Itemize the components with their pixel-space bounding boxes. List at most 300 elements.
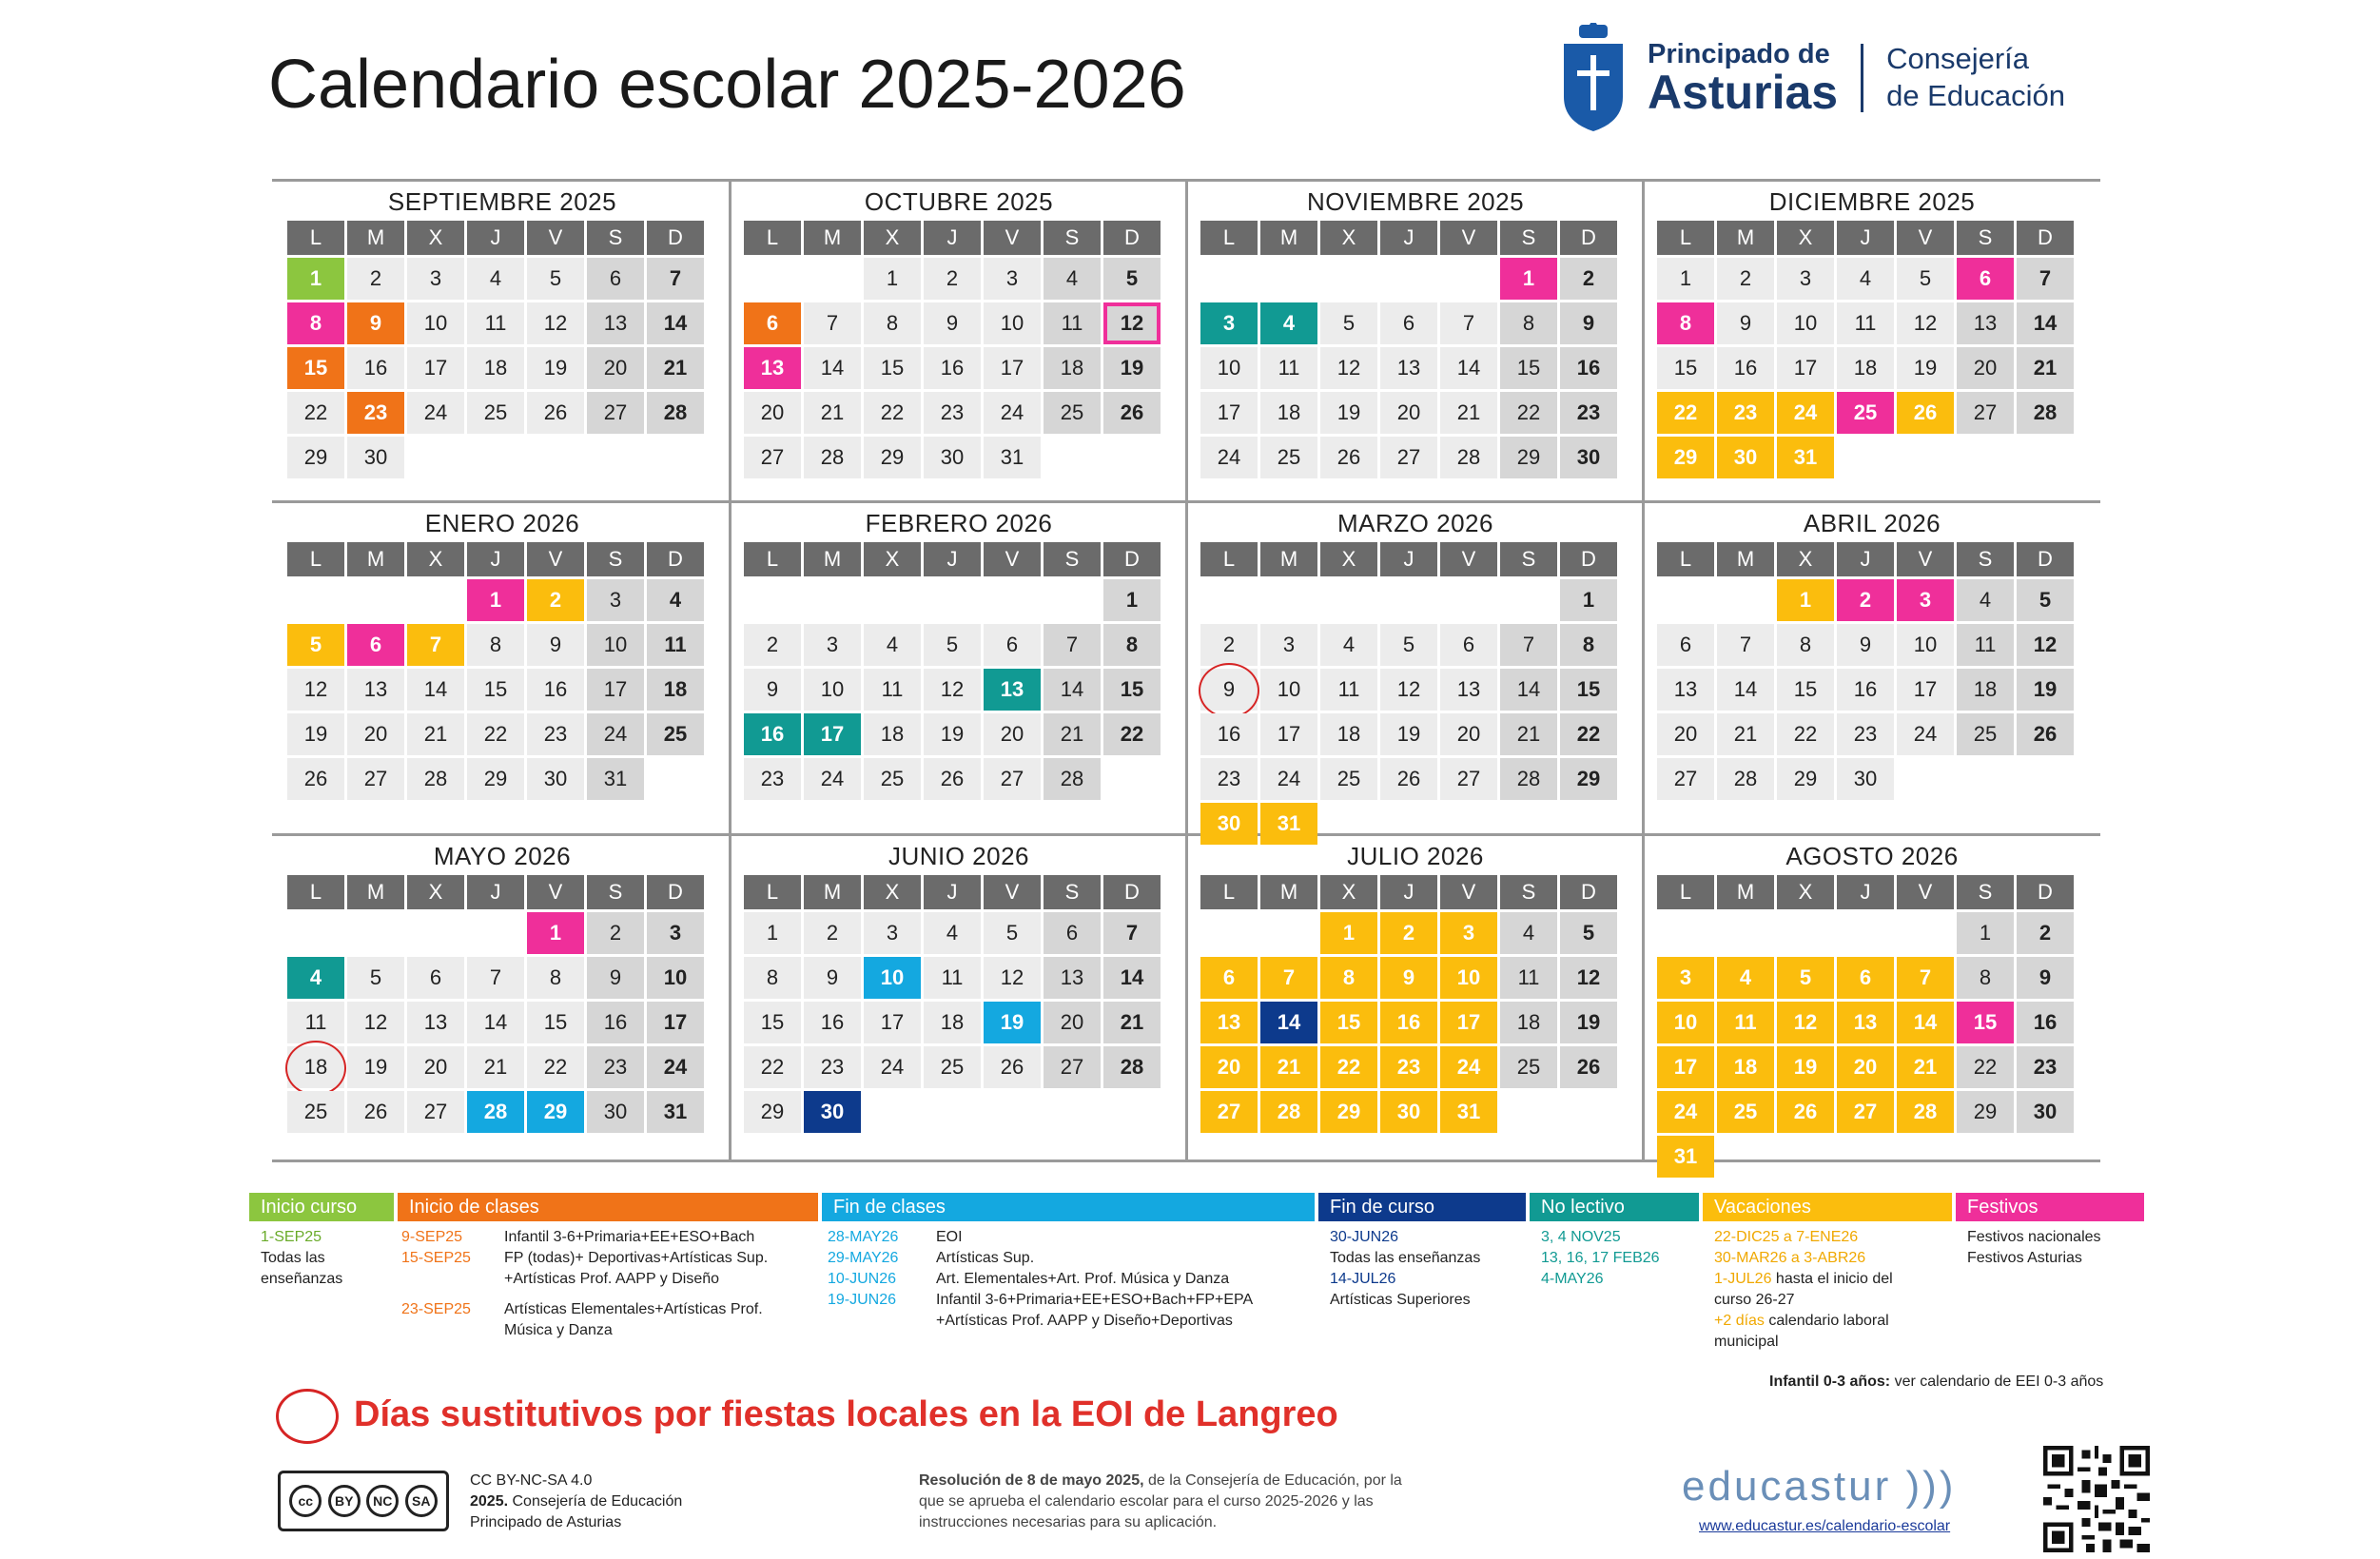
day-cell: 2	[347, 258, 404, 300]
day-cell: 5	[2017, 579, 2074, 621]
weekday-header: V	[984, 221, 1041, 255]
day-cell: 28	[647, 392, 704, 434]
day-cell: 10	[587, 624, 644, 666]
empty-cell	[744, 258, 801, 300]
legend-date: 15-SEP25	[401, 1250, 471, 1266]
day-cell: 8	[467, 624, 524, 666]
month-11	[1187, 837, 1644, 1133]
empty-cell	[1777, 912, 1834, 954]
weekday-header: M	[347, 221, 404, 255]
day-cell: 31	[1657, 1136, 1714, 1178]
qr-code-icon	[2043, 1446, 2150, 1552]
weekday-header: M	[1260, 875, 1317, 909]
empty-cell	[1200, 912, 1258, 954]
legend-date: 19-JUN26	[828, 1292, 897, 1308]
weekday-header: V	[1897, 221, 1954, 255]
empty-cell	[1260, 258, 1317, 300]
day-cell: 9	[744, 669, 801, 711]
day-cell: 27	[744, 437, 801, 478]
day-cell: 12	[1777, 1002, 1834, 1043]
day-cell: 22	[1657, 392, 1714, 434]
empty-cell	[1200, 258, 1258, 300]
educastur-link[interactable]: www.educastur.es/calendario-escolar	[1699, 1518, 1951, 1534]
weekday-header: D	[2017, 875, 2074, 909]
weekday-header: V	[984, 875, 1041, 909]
day-cell: 28	[1897, 1091, 1954, 1133]
day-cell: 9	[587, 957, 644, 999]
day-cell: 29	[1500, 437, 1557, 478]
weekday-header: X	[1777, 875, 1834, 909]
empty-cell	[864, 579, 921, 621]
day-cell: 7	[1260, 957, 1317, 999]
empty-cell	[1320, 258, 1377, 300]
weekday-header: S	[1044, 542, 1101, 576]
day-cell: 23	[744, 758, 801, 800]
day-cell: 14	[2017, 302, 2074, 344]
day-cell: 30	[1380, 1091, 1437, 1133]
day-cell: 27	[587, 392, 644, 434]
day-cell: 31	[1260, 803, 1317, 845]
weekday-header: V	[1440, 875, 1497, 909]
legend-date: 9-SEP25	[401, 1229, 463, 1245]
legend-description: FP (todas)+ Deportivas+Artísticas Sup.	[504, 1250, 769, 1266]
day-cell: 24	[984, 392, 1041, 434]
weekday-header: L	[1200, 875, 1258, 909]
day-cell: 9	[1560, 302, 1617, 344]
empty-cell	[1260, 912, 1317, 954]
day-cell: 1	[467, 579, 524, 621]
calendar-grid	[272, 179, 2100, 1168]
day-cell: 25	[287, 1091, 344, 1133]
day-cell: 1	[287, 258, 344, 300]
month-days-grid	[287, 221, 731, 478]
day-cell: 10	[804, 669, 861, 711]
day-cell: 25	[1260, 437, 1317, 478]
day-cell: 25	[1717, 1091, 1774, 1133]
month-name: ABRIL 2026	[1803, 509, 1941, 537]
day-cell: 13	[1440, 669, 1497, 711]
day-cell: 28	[1044, 758, 1101, 800]
day-cell: 6	[1657, 624, 1714, 666]
weekday-header: V	[1897, 875, 1954, 909]
day-cell: 31	[1777, 437, 1834, 478]
month-name: FEBRERO 2026	[865, 509, 1053, 537]
day-cell: 10	[407, 302, 464, 344]
weekday-header: J	[924, 221, 981, 255]
empty-cell	[467, 437, 524, 478]
day-cell: 21	[1044, 713, 1101, 755]
day-cell: 28	[1500, 758, 1557, 800]
empty-cell	[1897, 1136, 1954, 1178]
day-cell: 8	[1103, 624, 1161, 666]
day-cell: 6	[1957, 258, 2014, 300]
day-cell: 15	[1560, 669, 1617, 711]
day-cell: 12	[984, 957, 1041, 999]
day-cell: 2	[527, 579, 584, 621]
empty-cell	[1957, 1136, 2014, 1178]
day-cell: 7	[804, 302, 861, 344]
legend-description: Música y Danza	[504, 1322, 613, 1338]
day-cell: 11	[1500, 957, 1557, 999]
weekday-header: D	[1560, 875, 1617, 909]
day-cell: 25	[1957, 713, 2014, 755]
day-cell: 20	[984, 713, 1041, 755]
day-cell: 19	[1103, 347, 1161, 389]
weekday-header: X	[864, 875, 921, 909]
weekday-header: X	[407, 542, 464, 576]
day-cell: 1	[1103, 579, 1161, 621]
day-cell: 2	[2017, 912, 2074, 954]
day-cell: 13	[347, 669, 404, 711]
legend-inicio-curso: Inicio curso	[249, 1193, 394, 1221]
weekday-header: S	[587, 221, 644, 255]
empty-cell	[1380, 579, 1437, 621]
weekday-header: L	[287, 875, 344, 909]
day-cell: 17	[864, 1002, 921, 1043]
day-cell: 21	[1260, 1046, 1317, 1088]
day-cell: 6	[407, 957, 464, 999]
day-cell: 4	[1500, 912, 1557, 954]
day-cell: 17	[984, 347, 1041, 389]
day-cell: 4	[1717, 957, 1774, 999]
day-cell: 10	[647, 957, 704, 999]
legend-no-lectivo-text: 3, 4 NOV25 13, 16, 17 FEB26 4-MAY26	[1541, 1229, 1660, 1287]
day-cell: 12	[1897, 302, 1954, 344]
dept-line2: de Educación	[1886, 79, 2065, 112]
day-cell: 1	[1560, 579, 1617, 621]
day-cell: 1	[1657, 258, 1714, 300]
day-cell: 26	[1777, 1091, 1834, 1133]
day-cell: 16	[1380, 1002, 1437, 1043]
day-cell: 13	[1657, 669, 1714, 711]
month-name: AGOSTO 2026	[1785, 842, 1959, 870]
day-cell: 25	[647, 713, 704, 755]
day-cell: 22	[527, 1046, 584, 1088]
month-2	[731, 183, 1187, 478]
empty-cell	[347, 579, 404, 621]
day-cell: 18	[467, 347, 524, 389]
day-cell: 29	[1777, 758, 1834, 800]
day-cell: 10	[1200, 347, 1258, 389]
educastur-logo: educastur )))	[1682, 1463, 1957, 1510]
day-cell: 15	[864, 347, 921, 389]
day-cell: 31	[984, 437, 1041, 478]
month-1	[274, 183, 731, 478]
weekday-header: M	[1717, 875, 1774, 909]
day-cell: 5	[347, 957, 404, 999]
day-cell: 9	[527, 624, 584, 666]
license-text: CC BY-NC-SA 4.0 2025. Consejería de Educación Principado de Asturias	[470, 1472, 683, 1530]
day-cell: 6	[347, 624, 404, 666]
day-cell: 28	[1103, 1046, 1161, 1088]
day-cell: 23	[804, 1046, 861, 1088]
day-cell: 28	[1440, 437, 1497, 478]
weekday-header: J	[1380, 542, 1437, 576]
day-cell: 5	[1103, 258, 1161, 300]
day-cell: 20	[347, 713, 404, 755]
weekday-header: J	[467, 542, 524, 576]
day-cell: 20	[1380, 392, 1437, 434]
day-cell: 10	[1260, 669, 1317, 711]
day-cell: 30	[804, 1091, 861, 1133]
month-days-grid	[1657, 875, 2100, 1178]
day-cell: 17	[407, 347, 464, 389]
weekday-header: S	[587, 875, 644, 909]
day-cell: 4	[1957, 579, 2014, 621]
day-cell: 22	[1777, 713, 1834, 755]
resolution-text: Resolución de 8 de mayo 2025, de la Consejería de Educación, por la que se aprueba el calendario escolar para el curso 2025-2026 y las instrucciones necesarias para su aplicación.	[919, 1472, 1402, 1530]
weekday-header: S	[1500, 875, 1557, 909]
day-cell: 26	[1320, 437, 1377, 478]
day-cell: 28	[467, 1091, 524, 1133]
empty-cell	[924, 579, 981, 621]
day-cell: 7	[1103, 912, 1161, 954]
legend-fin-curso: Fin de curso	[1318, 1193, 1526, 1221]
day-cell: 15	[1320, 1002, 1377, 1043]
day-cell: 27	[1837, 1091, 1894, 1133]
day-cell: 15	[1957, 1002, 2014, 1043]
day-cell: 26	[1103, 392, 1161, 434]
day-cell: 26	[527, 392, 584, 434]
month-12	[1644, 837, 2100, 1178]
legend-inicio-curso-text: 1-SEP25 Todas las enseñanzas	[261, 1229, 343, 1287]
day-cell: 24	[407, 392, 464, 434]
empty-cell	[1500, 579, 1557, 621]
day-cell: 15	[287, 347, 344, 389]
day-cell: 8	[1500, 302, 1557, 344]
empty-cell	[467, 912, 524, 954]
legend-description: Artísticas Sup.	[936, 1250, 1035, 1266]
day-cell: 9	[347, 302, 404, 344]
day-cell: 18	[1044, 347, 1101, 389]
day-cell: 16	[924, 347, 981, 389]
day-cell: 19	[984, 1002, 1041, 1043]
day-cell: 27	[1440, 758, 1497, 800]
weekday-header: X	[1320, 542, 1377, 576]
day-cell: 10	[1657, 1002, 1714, 1043]
day-cell: 17	[587, 669, 644, 711]
day-cell: 24	[1200, 437, 1258, 478]
day-cell: 9	[1837, 624, 1894, 666]
day-cell: 23	[1717, 392, 1774, 434]
legend-festivos-text: Festivos nacionales Festivos Asturias	[1967, 1229, 2101, 1266]
day-cell: 22	[1320, 1046, 1377, 1088]
empty-cell	[924, 1091, 981, 1133]
day-cell: 2	[1200, 624, 1258, 666]
weekday-header: L	[744, 221, 801, 255]
weekday-header: L	[744, 875, 801, 909]
day-cell: 18	[647, 669, 704, 711]
day-cell: 5	[1320, 302, 1377, 344]
day-cell: 14	[1044, 669, 1101, 711]
day-cell: 16	[347, 347, 404, 389]
empty-cell	[1957, 758, 2014, 800]
weekday-header: V	[1897, 542, 1954, 576]
day-cell: 23	[587, 1046, 644, 1088]
weekday-header: D	[1560, 221, 1617, 255]
day-cell: 12	[1103, 302, 1161, 344]
day-cell: 4	[1044, 258, 1101, 300]
day-cell: 18	[1717, 1046, 1774, 1088]
day-cell: 8	[1560, 624, 1617, 666]
day-cell: 22	[1957, 1046, 2014, 1088]
day-cell: 25	[1320, 758, 1377, 800]
day-cell: 10	[1440, 957, 1497, 999]
day-cell: 21	[1103, 1002, 1161, 1043]
day-cell: 25	[864, 758, 921, 800]
day-cell: 8	[1957, 957, 2014, 999]
empty-cell	[1044, 579, 1101, 621]
month-name: ENERO 2026	[424, 509, 580, 537]
weekday-header: S	[1500, 542, 1557, 576]
day-cell: 3	[804, 624, 861, 666]
month-days-grid	[1200, 875, 1644, 1133]
day-cell: 15	[1777, 669, 1834, 711]
day-cell: 4	[924, 912, 981, 954]
month-days-grid	[744, 875, 1187, 1133]
month-7	[1187, 504, 1644, 845]
weekday-header: J	[1380, 875, 1437, 909]
empty-cell	[647, 758, 704, 800]
month-5	[274, 504, 731, 800]
day-cell: 14	[467, 1002, 524, 1043]
day-cell: 27	[1657, 758, 1714, 800]
day-cell: 8	[744, 957, 801, 999]
weekday-header: M	[347, 875, 404, 909]
day-cell: 9	[1200, 669, 1258, 711]
weekday-header: L	[287, 542, 344, 576]
weekday-header: S	[1957, 875, 2014, 909]
empty-cell	[864, 1091, 921, 1133]
empty-cell	[2017, 1136, 2074, 1178]
coat-of-arms-icon	[1560, 23, 1627, 133]
day-cell: 29	[467, 758, 524, 800]
day-cell: 13	[1044, 957, 1101, 999]
cc-license-badge	[278, 1471, 449, 1531]
day-cell: 23	[527, 713, 584, 755]
legend-description: Infantil 3-6+Primaria+EE+ESO+Bach	[504, 1229, 755, 1245]
day-cell: 23	[1837, 713, 1894, 755]
empty-cell	[1260, 579, 1317, 621]
day-cell: 16	[1717, 347, 1774, 389]
day-cell: 2	[1837, 579, 1894, 621]
weekday-header: D	[647, 221, 704, 255]
legend-description: Art. Elementales+Art. Prof. Música y Danza	[936, 1271, 1230, 1287]
day-cell: 23	[1200, 758, 1258, 800]
day-cell: 31	[647, 1091, 704, 1133]
day-cell: 24	[1260, 758, 1317, 800]
weekday-header: V	[1440, 221, 1497, 255]
legend-description: +Artísticas Prof. AAPP y Diseño	[504, 1271, 720, 1287]
day-cell: 2	[924, 258, 981, 300]
weekday-header: X	[407, 875, 464, 909]
empty-cell	[984, 579, 1041, 621]
day-cell: 5	[1380, 624, 1437, 666]
day-cell: 28	[1260, 1091, 1317, 1133]
empty-cell	[1103, 1091, 1161, 1133]
day-cell: 2	[1717, 258, 1774, 300]
legend-date: 28-MAY26	[828, 1229, 899, 1245]
weekday-header: S	[1500, 221, 1557, 255]
day-cell: 19	[1777, 1046, 1834, 1088]
day-cell: 23	[1380, 1046, 1437, 1088]
day-cell: 26	[924, 758, 981, 800]
day-cell: 28	[2017, 392, 2074, 434]
day-cell: 5	[527, 258, 584, 300]
legend-date	[828, 1311, 936, 1332]
day-cell: 4	[864, 624, 921, 666]
empty-cell	[804, 258, 861, 300]
empty-cell	[1380, 258, 1437, 300]
empty-cell	[287, 579, 344, 621]
weekday-header: V	[1440, 542, 1497, 576]
weekday-header: L	[287, 221, 344, 255]
weekday-header: S	[1044, 221, 1101, 255]
legend-inicio-clases: Inicio de clases	[398, 1193, 818, 1221]
weekday-header: L	[744, 542, 801, 576]
day-cell: 14	[407, 669, 464, 711]
day-cell: 13	[984, 669, 1041, 711]
weekday-header: L	[1200, 542, 1258, 576]
day-cell: 3	[1440, 912, 1497, 954]
day-cell: 3	[1200, 302, 1258, 344]
day-cell: 27	[347, 758, 404, 800]
day-cell: 12	[527, 302, 584, 344]
weekday-header: M	[1717, 542, 1774, 576]
weekday-header: L	[1200, 221, 1258, 255]
day-cell: 21	[1897, 1046, 1954, 1088]
day-cell: 17	[804, 713, 861, 755]
empty-cell	[407, 912, 464, 954]
empty-cell	[1044, 437, 1101, 478]
day-cell: 16	[1837, 669, 1894, 711]
day-cell: 19	[347, 1046, 404, 1088]
day-cell: 16	[587, 1002, 644, 1043]
day-cell: 18	[287, 1046, 344, 1088]
weekday-header: M	[1717, 221, 1774, 255]
month-name: MARZO 2026	[1337, 509, 1493, 537]
day-cell: 8	[287, 302, 344, 344]
day-cell: 25	[1044, 392, 1101, 434]
day-cell: 7	[1500, 624, 1557, 666]
empty-cell	[407, 579, 464, 621]
day-cell: 7	[1897, 957, 1954, 999]
day-cell: 24	[1777, 392, 1834, 434]
weekday-header: V	[527, 875, 584, 909]
day-cell: 9	[1380, 957, 1437, 999]
empty-cell	[287, 912, 344, 954]
day-cell: 20	[1957, 347, 2014, 389]
day-cell: 20	[1657, 713, 1714, 755]
day-cell: 18	[1957, 669, 2014, 711]
day-cell: 11	[647, 624, 704, 666]
day-cell: 13	[587, 302, 644, 344]
day-cell: 16	[744, 713, 801, 755]
day-cell: 7	[1717, 624, 1774, 666]
day-cell: 15	[1103, 669, 1161, 711]
month-name: OCTUBRE 2025	[864, 187, 1054, 216]
day-cell: 18	[1500, 1002, 1557, 1043]
day-cell: 14	[1260, 1002, 1317, 1043]
day-cell: 13	[407, 1002, 464, 1043]
empty-cell	[1440, 579, 1497, 621]
day-cell: 19	[527, 347, 584, 389]
day-cell: 29	[287, 437, 344, 478]
logo-divider	[1861, 44, 1863, 112]
day-cell: 27	[1044, 1046, 1101, 1088]
legend-date: 23-SEP25	[401, 1301, 471, 1317]
day-cell: 4	[1837, 258, 1894, 300]
